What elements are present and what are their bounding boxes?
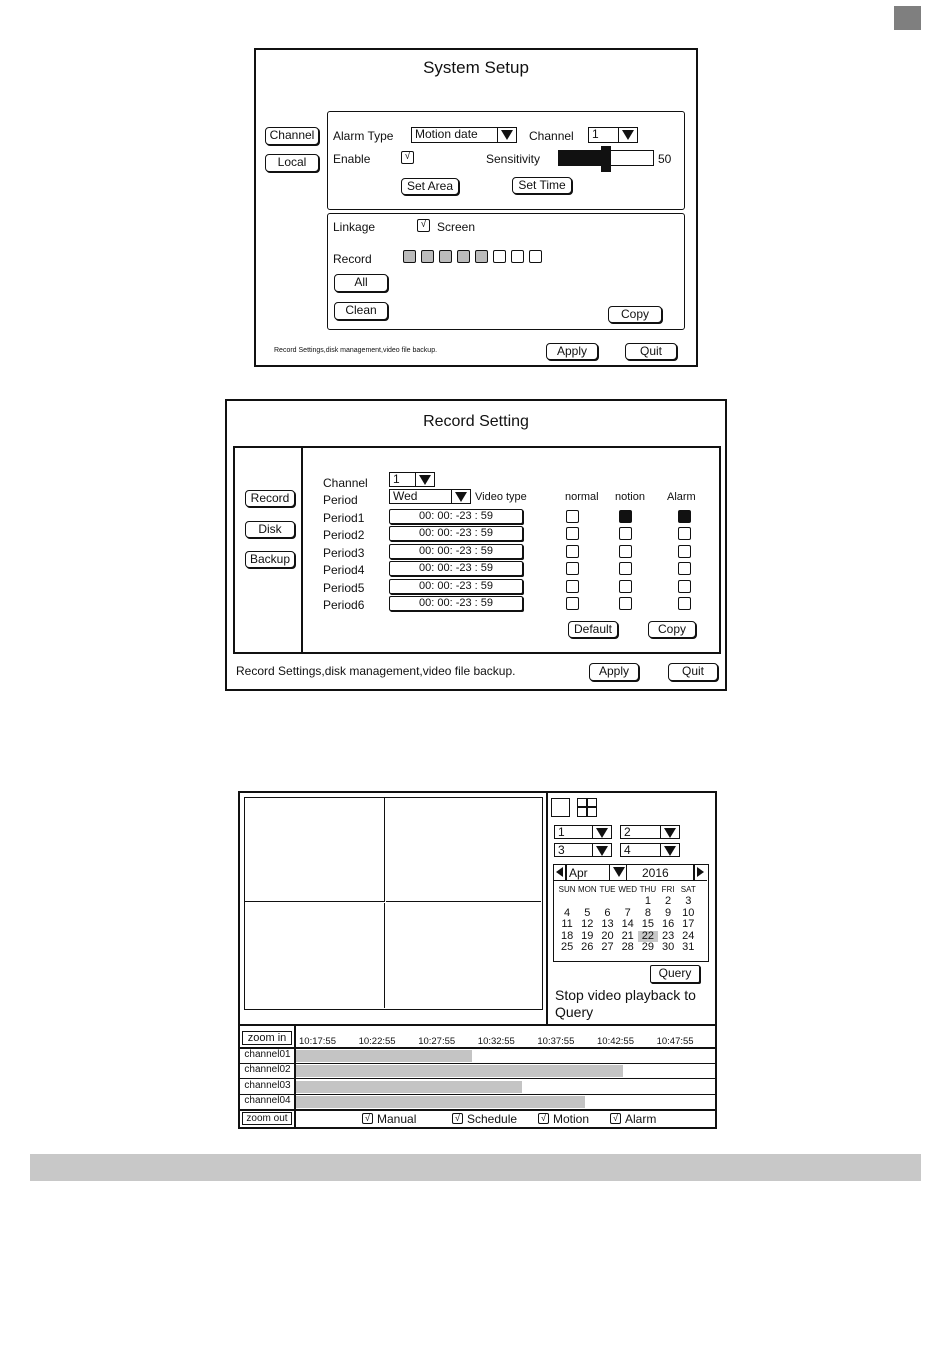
- nav-record-button[interactable]: Record: [245, 490, 295, 507]
- prev-month-icon[interactable]: [556, 867, 563, 877]
- weekday-label: SAT: [680, 885, 696, 894]
- weekday-label: FRI: [661, 885, 675, 894]
- timeline-channel-label: channel02: [241, 1064, 294, 1077]
- rs-apply-button[interactable]: Apply: [589, 663, 639, 681]
- calendar-day[interactable]: 6: [604, 906, 611, 919]
- record-setting-title: Record Setting: [423, 413, 529, 430]
- query-button[interactable]: Query: [650, 965, 700, 983]
- calendar-day[interactable]: 22: [638, 931, 658, 942]
- calendar-day[interactable]: 29: [641, 941, 655, 954]
- calendar-day[interactable]: 28: [621, 941, 634, 954]
- calendar-header: [554, 865, 707, 881]
- normal-checkbox[interactable]: [566, 562, 579, 575]
- timeline-bar[interactable]: [296, 1050, 472, 1062]
- calendar-day[interactable]: 14: [621, 918, 634, 931]
- video-pane-4[interactable]: [386, 903, 541, 1008]
- calendar-sep-2: [693, 865, 695, 881]
- set-area-button[interactable]: Set Area: [401, 178, 459, 195]
- normal-checkbox[interactable]: [566, 580, 579, 593]
- channel-value: 1: [592, 127, 599, 141]
- period-label: Period1: [323, 511, 365, 525]
- check-icon: √: [420, 219, 427, 230]
- alarm-type-label: Alarm Type: [333, 129, 394, 143]
- quad-h-line: [578, 806, 596, 808]
- timeline-time: 10:17:55: [299, 1036, 336, 1047]
- linkage-label: Linkage: [333, 220, 376, 234]
- weekday-label: SUN: [558, 885, 576, 894]
- legend-checkbox[interactable]: √: [538, 1113, 549, 1124]
- pb-channel-select-3[interactable]: [554, 843, 612, 857]
- alarm-checkbox[interactable]: [678, 545, 691, 558]
- legend-label: Alarm: [625, 1112, 657, 1126]
- calendar-day[interactable]: 10: [682, 906, 695, 919]
- record-channel-checkbox-3[interactable]: [439, 250, 452, 263]
- calendar-day[interactable]: 2: [665, 895, 672, 907]
- pb-channel-4-value: 4: [624, 843, 631, 857]
- period-label: Period5: [323, 580, 365, 595]
- record-nav-divider: [301, 448, 303, 652]
- rs-quit-button[interactable]: Quit: [668, 663, 718, 681]
- pb-channel-1-value: 1: [558, 825, 565, 839]
- record-channel-checkbox-6[interactable]: [493, 250, 506, 263]
- legend-label: Manual: [377, 1112, 417, 1126]
- timeline-time: 10:27:55: [418, 1036, 456, 1047]
- normal-checkbox[interactable]: [566, 527, 579, 540]
- normal-checkbox[interactable]: [566, 545, 579, 558]
- apply-button[interactable]: Apply: [546, 343, 598, 360]
- video-grid: [244, 797, 543, 1010]
- timeline-time: 10:42:55: [597, 1036, 634, 1047]
- calendar: [553, 864, 709, 962]
- alarm-checkbox[interactable]: [678, 510, 691, 523]
- period-time-field[interactable]: 00: 00: -23 : 59: [389, 579, 523, 594]
- calendar-day[interactable]: 18: [560, 929, 574, 942]
- timeline-top-line: [240, 1047, 715, 1049]
- record-channel-checkbox-2[interactable]: [421, 250, 434, 263]
- rs-status-text: Record Settings,disk management,video file backup.: [236, 664, 516, 678]
- chevron-down-icon: [592, 844, 611, 856]
- calendar-day[interactable]: 27: [601, 941, 614, 954]
- calendar-day[interactable]: 31: [682, 941, 695, 954]
- zoom-in-button[interactable]: zoom in: [242, 1031, 292, 1045]
- single-view-icon[interactable]: [551, 798, 570, 817]
- rs-channel-value: 1: [393, 472, 400, 486]
- timeline-bar[interactable]: [296, 1081, 522, 1093]
- calendar-day[interactable]: 16: [661, 918, 675, 931]
- status-text: Record Settings,disk management,video file backup.: [274, 347, 438, 354]
- query-hint: Stop video playback to Query: [555, 987, 696, 1020]
- alarm-checkbox[interactable]: [678, 597, 691, 610]
- page-corner-marker: [894, 6, 921, 30]
- period-label: Period2: [323, 528, 365, 543]
- pb-channel-select-2[interactable]: [620, 825, 680, 839]
- system-setup-title: System Setup: [423, 58, 529, 77]
- period-time-field[interactable]: 00: 00: -23 : 59: [389, 509, 523, 524]
- record-setting-window: [225, 399, 727, 691]
- rs-period-value: Wed: [393, 489, 418, 503]
- enable-label: Enable: [333, 152, 371, 166]
- calendar-day[interactable]: 5: [584, 906, 591, 919]
- video-pane-3[interactable]: [245, 903, 385, 1008]
- calendar-day[interactable]: 9: [665, 906, 672, 919]
- weekday-label: THU: [639, 885, 657, 894]
- record-channel-checkbox-7[interactable]: [511, 250, 524, 263]
- record-channel-checkbox-1[interactable]: [403, 250, 416, 263]
- legend-label: Motion: [553, 1112, 590, 1126]
- nav-channel-button[interactable]: Channel: [265, 127, 319, 145]
- nav-disk-button[interactable]: Disk: [245, 521, 295, 538]
- timeline-row-line: [240, 1078, 715, 1079]
- legend-label: Schedule: [467, 1112, 518, 1126]
- timeline-time: 10:37:55: [537, 1036, 575, 1047]
- zoom-out-button[interactable]: zoom out: [242, 1112, 292, 1125]
- motion-checkbox[interactable]: [619, 580, 632, 593]
- sensitivity-slider-handle[interactable]: [601, 146, 611, 172]
- motion-checkbox[interactable]: [619, 527, 632, 540]
- record-setting-body: [233, 446, 721, 654]
- section-band: [30, 1154, 921, 1181]
- chevron-down-icon: [497, 128, 516, 142]
- timeline-time: 10:47:55: [656, 1036, 694, 1047]
- calendar-day[interactable]: 23: [661, 929, 675, 942]
- col-motion-header: notion: [615, 491, 645, 503]
- weekday-label: WED: [618, 885, 638, 894]
- pb-channel-2-value: 2: [624, 825, 631, 839]
- record-label: Record: [333, 252, 372, 266]
- rs-copy-button[interactable]: Copy: [648, 621, 696, 638]
- period-time-field[interactable]: 00: 00: -23 : 59: [389, 526, 523, 541]
- alarm-panel: [327, 111, 685, 210]
- motion-checkbox[interactable]: [619, 510, 632, 523]
- pb-channel-3-value: 3: [558, 843, 565, 857]
- default-button[interactable]: Default: [568, 621, 618, 638]
- chevron-down-icon: [613, 867, 625, 877]
- alarm-type-select[interactable]: [411, 127, 517, 143]
- alarm-checkbox[interactable]: [678, 527, 691, 540]
- sensitivity-slider[interactable]: [558, 150, 654, 166]
- calendar-day[interactable]: 21: [621, 929, 634, 942]
- calendar-day[interactable]: 4: [564, 906, 571, 919]
- clean-button[interactable]: Clean: [334, 302, 388, 320]
- system-setup-window: [254, 48, 698, 367]
- pb-channel-select-1[interactable]: [554, 825, 612, 839]
- calendar-day[interactable]: 19: [581, 929, 594, 942]
- calendar-day[interactable]: 12: [581, 918, 594, 931]
- calendar-day[interactable]: 30: [661, 941, 675, 954]
- next-month-icon[interactable]: [697, 867, 704, 877]
- calendar-day[interactable]: 24: [682, 929, 695, 942]
- period-time-field[interactable]: 00: 00: -23 : 59: [389, 561, 523, 576]
- calendar-day[interactable]: 3: [685, 895, 692, 907]
- screen-checkbox[interactable]: [417, 219, 430, 232]
- month-dropdown-icon[interactable]: [609, 865, 627, 881]
- channel-label: Channel: [529, 129, 574, 143]
- period-label: Period3: [323, 545, 365, 560]
- normal-checkbox[interactable]: [566, 597, 579, 610]
- calendar-day[interactable]: 26: [581, 941, 594, 954]
- check-icon: √: [404, 151, 411, 162]
- linkage-panel: [327, 213, 685, 330]
- sensitivity-value: 50: [658, 152, 672, 166]
- video-pane-2[interactable]: [386, 798, 541, 902]
- calendar-day[interactable]: 17: [682, 918, 695, 931]
- calendar-day[interactable]: 15: [641, 918, 655, 931]
- timeline-channel-label: channel01: [241, 1049, 294, 1062]
- calendar-day[interactable]: 7: [624, 906, 631, 919]
- period-time-field[interactable]: 00: 00: -23 : 59: [389, 544, 523, 559]
- calendar-day[interactable]: 20: [601, 929, 614, 942]
- rs-period-label: Period: [323, 493, 358, 507]
- channel-select[interactable]: [588, 127, 638, 143]
- motion-checkbox[interactable]: [619, 597, 632, 610]
- pb-channel-select-4[interactable]: [620, 843, 680, 857]
- alarm-checkbox[interactable]: [678, 580, 691, 593]
- col-normal-header: normal: [565, 491, 599, 503]
- set-time-button[interactable]: Set Time: [512, 177, 572, 194]
- chevron-down-icon: [415, 473, 434, 486]
- calendar-month: Apr: [569, 866, 588, 880]
- alarm-checkbox[interactable]: [678, 562, 691, 575]
- video-bottom-line: [240, 1024, 715, 1026]
- timeline-row-line: [240, 1063, 715, 1064]
- rs-channel-label: Channel: [323, 476, 368, 490]
- chevron-down-icon: [660, 844, 679, 856]
- chevron-down-icon: [451, 490, 470, 503]
- weekday-label: MON: [577, 885, 597, 894]
- copy-button[interactable]: Copy: [608, 306, 662, 323]
- timeline-bottom-line: [240, 1109, 715, 1111]
- alarm-type-value: Motion date: [415, 127, 478, 141]
- col-alarm-header: Alarm: [667, 491, 696, 503]
- chevron-down-icon: [618, 128, 637, 142]
- sensitivity-label: Sensitivity: [486, 152, 541, 166]
- nav-backup-button[interactable]: Backup: [245, 551, 295, 568]
- weekday-label: TUE: [599, 885, 616, 894]
- record-channel-checkbox-4[interactable]: [457, 250, 470, 263]
- normal-checkbox[interactable]: [566, 510, 579, 523]
- video-type-label: Video type: [475, 491, 527, 503]
- calendar-sep-1: [565, 865, 567, 881]
- legend-checkbox[interactable]: √: [452, 1113, 463, 1124]
- timeline-bar[interactable]: [296, 1096, 585, 1108]
- nav-local-button[interactable]: Local: [265, 154, 319, 172]
- record-channel-checkbox-5[interactable]: [475, 250, 488, 263]
- video-pane-1[interactable]: [245, 798, 385, 902]
- timeline-bar[interactable]: [296, 1065, 623, 1077]
- right-panel-divider: [546, 793, 548, 1026]
- calendar-day[interactable]: 13: [601, 918, 614, 931]
- calendar-day[interactable]: 25: [560, 941, 574, 954]
- quit-button[interactable]: Quit: [625, 343, 677, 360]
- quad-view-icon[interactable]: [577, 798, 597, 817]
- enable-checkbox[interactable]: [401, 151, 414, 164]
- period-label: Period4: [323, 563, 365, 578]
- calendar-day[interactable]: 8: [644, 906, 651, 919]
- record-channel-checkbox-8[interactable]: [529, 250, 542, 263]
- chevron-down-icon: [660, 826, 679, 838]
- sensitivity-slider-fill: [559, 151, 606, 165]
- chevron-down-icon: [592, 826, 611, 838]
- screen-label: Screen: [437, 220, 476, 234]
- rs-period-select[interactable]: [389, 489, 471, 504]
- all-button[interactable]: All: [334, 274, 388, 292]
- period-label: Period6: [323, 598, 365, 612]
- timeline-channel-label: channel04: [241, 1095, 294, 1108]
- timeline-time: 10:22:55: [358, 1036, 396, 1047]
- timeline-row-line: [240, 1094, 715, 1095]
- rs-channel-select[interactable]: [389, 472, 435, 487]
- motion-checkbox[interactable]: [619, 562, 632, 575]
- timeline-time: 10:32:55: [477, 1036, 515, 1047]
- playback-window: [238, 791, 717, 1129]
- timeline-channel-label: channel03: [241, 1080, 294, 1093]
- calendar-day[interactable]: 1: [644, 895, 651, 907]
- motion-checkbox[interactable]: [619, 545, 632, 558]
- period-time-field[interactable]: 00: 00: -23 : 59: [389, 596, 523, 611]
- calendar-day[interactable]: 11: [561, 918, 573, 931]
- calendar-year: 2016: [642, 866, 669, 880]
- legend-checkbox[interactable]: √: [362, 1113, 373, 1124]
- legend-checkbox[interactable]: √: [610, 1113, 621, 1124]
